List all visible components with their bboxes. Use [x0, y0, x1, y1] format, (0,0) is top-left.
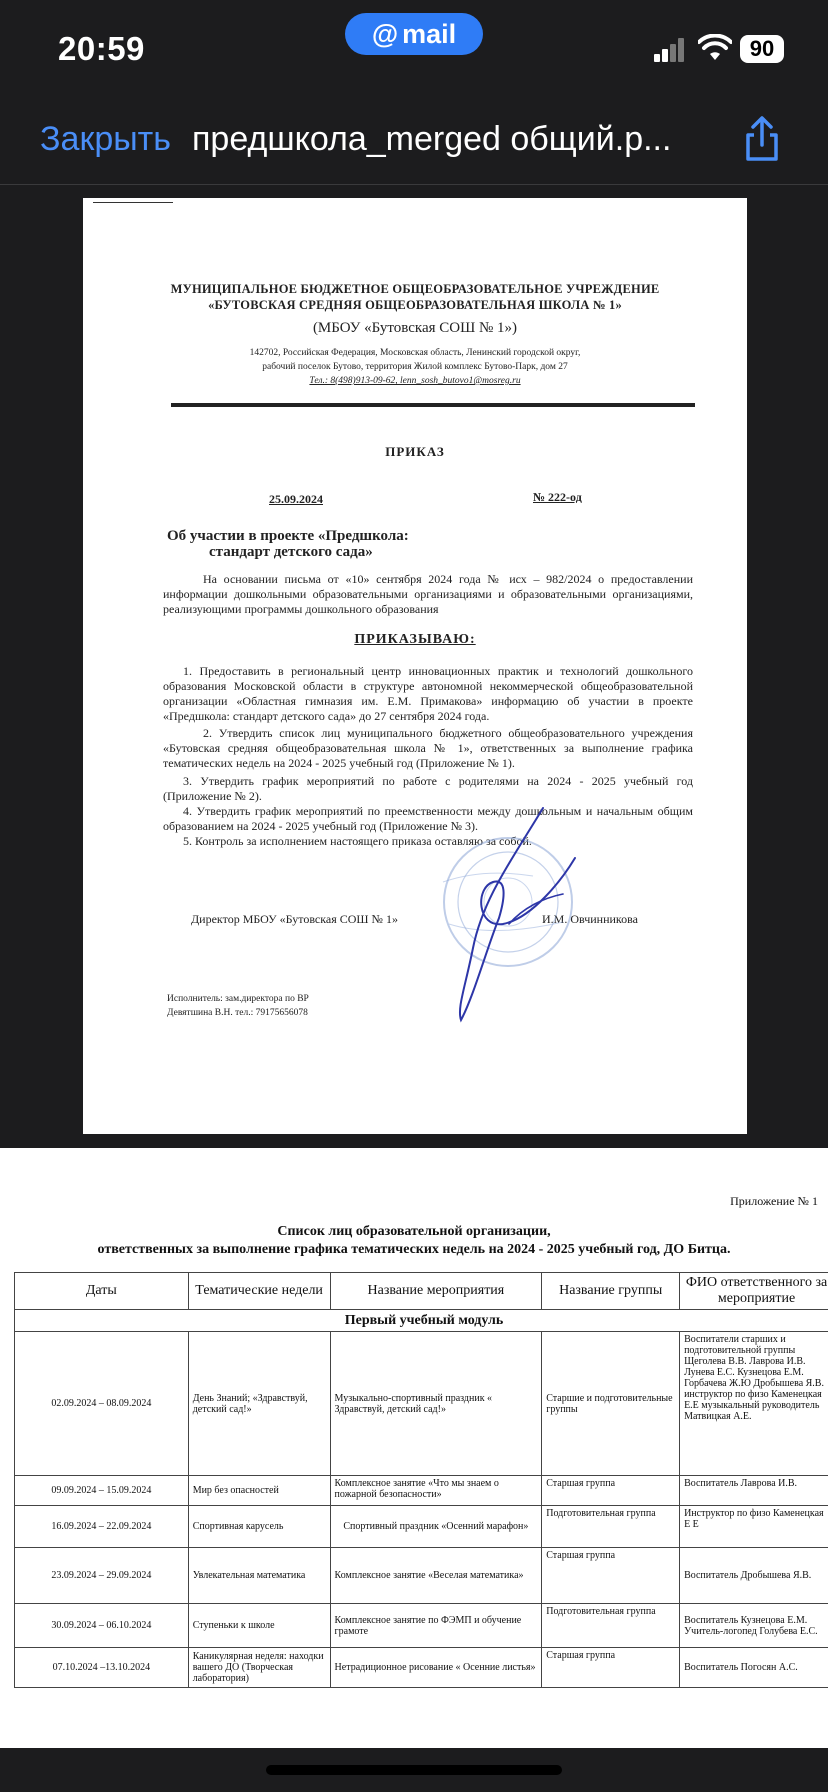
- cell-responsible: Воспитатель Лаврова И.В.: [680, 1476, 828, 1506]
- cell-theme: Ступеньки к школе: [188, 1604, 330, 1648]
- cell-responsible: Воспитатель Кузнецова Е.М. Учитель-логопед Голубева Е.С.: [680, 1604, 828, 1648]
- cell-event: Музыкально-спортивный праздник « Здравствуй, детский сад!»: [330, 1332, 542, 1476]
- cell-group: Старшая группа: [542, 1648, 680, 1688]
- document-page-1[interactable]: [83, 198, 747, 1134]
- cell-event: Комплексное занятие по ФЭМП и обучение грамоте: [330, 1604, 542, 1648]
- cell-date: 09.09.2024 – 15.09.2024: [15, 1476, 189, 1506]
- cell-group: Подготовительная группа: [542, 1506, 680, 1548]
- at-icon: @: [371, 18, 399, 49]
- cell-theme: Спортивная карусель: [188, 1506, 330, 1548]
- cell-group: Подготовительная группа: [542, 1604, 680, 1648]
- order-date: 25.09.2024: [269, 492, 323, 506]
- cell-responsible: Воспитатель Дробышева Я.В.: [680, 1548, 828, 1604]
- share-icon[interactable]: [738, 115, 786, 163]
- home-indicator[interactable]: [266, 1765, 562, 1775]
- org-address-line2: рабочий поселок Бутово, территория Жилой комплекс Бутово-Парк, дом 27: [262, 362, 568, 372]
- director-name: И.М. Овчинникова: [542, 912, 638, 926]
- cell-responsible: Воспитатель Погосян А.С.: [680, 1648, 828, 1688]
- document-page-2[interactable]: [0, 1148, 828, 1748]
- cell-theme: День Знаний; «Здравствуй, детский сад!»: [188, 1332, 330, 1476]
- cell-date: 16.09.2024 – 22.09.2024: [15, 1506, 189, 1548]
- org-contacts: Тел.: 8(498)913-09-62, lenn_sosh_butovo1@mosreg.ru: [309, 376, 521, 386]
- status-bar: [0, 0, 828, 96]
- order-item-3: 3. Утвердить график мероприятий по работе с родителями на 2024 - 2025 учебный год (Приложение № 2).: [163, 774, 693, 803]
- cell-date: 30.09.2024 – 06.10.2024: [15, 1604, 189, 1648]
- status-time: 20:59: [58, 30, 145, 67]
- cell-group: Старшая группа: [542, 1548, 680, 1604]
- cell-event: Комплексное занятие «Веселая математика»: [330, 1548, 542, 1604]
- cell-event: Комплексное занятие «Что мы знаем о пожарной безопасности»: [330, 1476, 542, 1506]
- table-row: [15, 1476, 828, 1506]
- table-row: [15, 1604, 828, 1648]
- cell-theme: Мир без опасностей: [188, 1476, 330, 1506]
- order-basis: На основании письма от «10» сентября 2024 года № исх – 982/2024 о предоставлении информации дошкольными образовательными организациями и образовательными организациями, реализующими программы дошкольного образования: [163, 572, 693, 616]
- col-header-dates: Даты: [15, 1273, 189, 1310]
- cell-event: Спортивный праздник «Осенний марафон»: [330, 1506, 542, 1548]
- org-name-line1: МУНИЦИПАЛЬНОЕ БЮДЖЕТНОЕ ОБЩЕОБРАЗОВАТЕЛЬНОЕ УЧРЕЖДЕНИЕ: [170, 282, 660, 296]
- mail-return-pill[interactable]: [345, 13, 483, 55]
- col-header-theme: Тематические недели: [188, 1273, 330, 1310]
- cell-theme: Увлекательная математика: [188, 1548, 330, 1604]
- viewer-nav-bar: [0, 96, 828, 185]
- org-address-line1: 142702, Российская Федерация, Московская область, Ленинский городской округ,: [249, 348, 581, 358]
- cell-theme: Каникулярная неделя: находки вашего ДО (Творческая лаборатория): [188, 1648, 330, 1688]
- scan-mark: [93, 202, 173, 203]
- col-header-event: Название мероприятия: [330, 1273, 542, 1310]
- table-row: [15, 1548, 828, 1604]
- stamp-and-signature: [413, 798, 603, 1028]
- cell-responsible: Инструктор по физо Каменецкая Е Е: [680, 1506, 828, 1548]
- executor-line1: Исполнитель: зам.директора по ВР: [167, 994, 309, 1004]
- table-row: [15, 1332, 828, 1476]
- mail-pill-label: mail: [402, 18, 457, 49]
- cell-group: Старшая группа: [542, 1476, 680, 1506]
- order-item-1: 1. Предоставить в региональный центр инновационных практик и технологий дошкольного образования Московской области в структуре автономной некоммерческой общеобразовательной организации «Областная гимназия им. Е.М. Примакова» информацию об участии в проекте «Предшкола: стандарт детского сада» до 27 сентября 2024 года.: [163, 664, 693, 723]
- list-title-line2: ответственных за выполнение графика тематических недель на 2024 - 2025 учебный год, ДО Битца.: [97, 1242, 731, 1257]
- table-row: [15, 1506, 828, 1548]
- cell-responsible: Воспитатели старших и подготовительной группы Щеголева В.В. Лаврова И.В. Лунева Е.С. Кузнецова Е.М. Горбачева Ж.Ю Дробышева Я.В. инструктор по физо Каменецкая Е.Е музыкальный руководитель Матвицкая А.Е.: [680, 1332, 828, 1476]
- order-subject-line1: Об участии в проекте «Предшкола:: [167, 528, 409, 544]
- order-item-4: 4. Утвердить график мероприятий по преемственности между дошкольным и начальным общим образованием на 2024 - 2025 учебный год (Приложение № 3).: [163, 804, 693, 833]
- order-item-5: 5. Контроль за исполнением настоящего приказа оставляю за собой.: [183, 834, 532, 848]
- table-row: [15, 1648, 828, 1688]
- cell-event: Нетрадиционное рисование « Осенние листья»: [330, 1648, 542, 1688]
- header-rule: [171, 403, 695, 407]
- order-subject-line2: стандарт детского сада»: [209, 544, 373, 560]
- col-header-group: Название группы: [542, 1273, 680, 1310]
- cell-date: 23.09.2024 – 29.09.2024: [15, 1548, 189, 1604]
- director-title: Директор МБОУ «Бутовская СОШ № 1»: [191, 912, 398, 926]
- col-header-responsible: ФИО ответственного за мероприятие: [680, 1273, 828, 1310]
- document-title: предшкола_merged общий.р...: [192, 120, 672, 158]
- executor-line2: Девятшина В.Н. тел.: 79175656078: [167, 1008, 308, 1018]
- order-item-2: 2. Утвердить список лиц муниципального бюджетного общеобразовательного учреждения «Бутовская средняя общеобразовательная школа № 1», ответственных за выполнение графика тематических недель на 2024 - 2025 учебный год (Приложение № 1).: [163, 726, 693, 770]
- list-title-line1: Список лиц образовательной организации,: [277, 1224, 551, 1239]
- cell-date: 07.10.2024 –13.10.2024: [15, 1648, 189, 1688]
- annex-label: Приложение № 1: [730, 1194, 818, 1208]
- cellular-signal-icon: [654, 38, 686, 62]
- wifi-icon: [698, 34, 732, 62]
- cell-date: 02.09.2024 – 08.09.2024: [15, 1332, 189, 1476]
- org-name-line2: «БУТОВСКАЯ СРЕДНЯЯ ОБЩЕОБРАЗОВАТЕЛЬНАЯ ШКОЛА № 1»: [208, 298, 622, 312]
- battery-icon: [740, 35, 784, 63]
- module-row: Первый учебный модуль: [15, 1310, 828, 1332]
- order-word: ПРИКАЗЫВАЮ:: [354, 632, 476, 647]
- close-button[interactable]: Закрыть: [40, 120, 171, 158]
- org-short-name: (МБОУ «Бутовская СОШ № 1»): [312, 320, 518, 336]
- schedule-table: [14, 1272, 828, 1688]
- order-number: № 222-од: [533, 490, 582, 504]
- cell-group: Старшие и подготовительные группы: [542, 1332, 680, 1476]
- battery-level: 90: [749, 36, 775, 61]
- order-title: ПРИКАЗ: [385, 444, 445, 459]
